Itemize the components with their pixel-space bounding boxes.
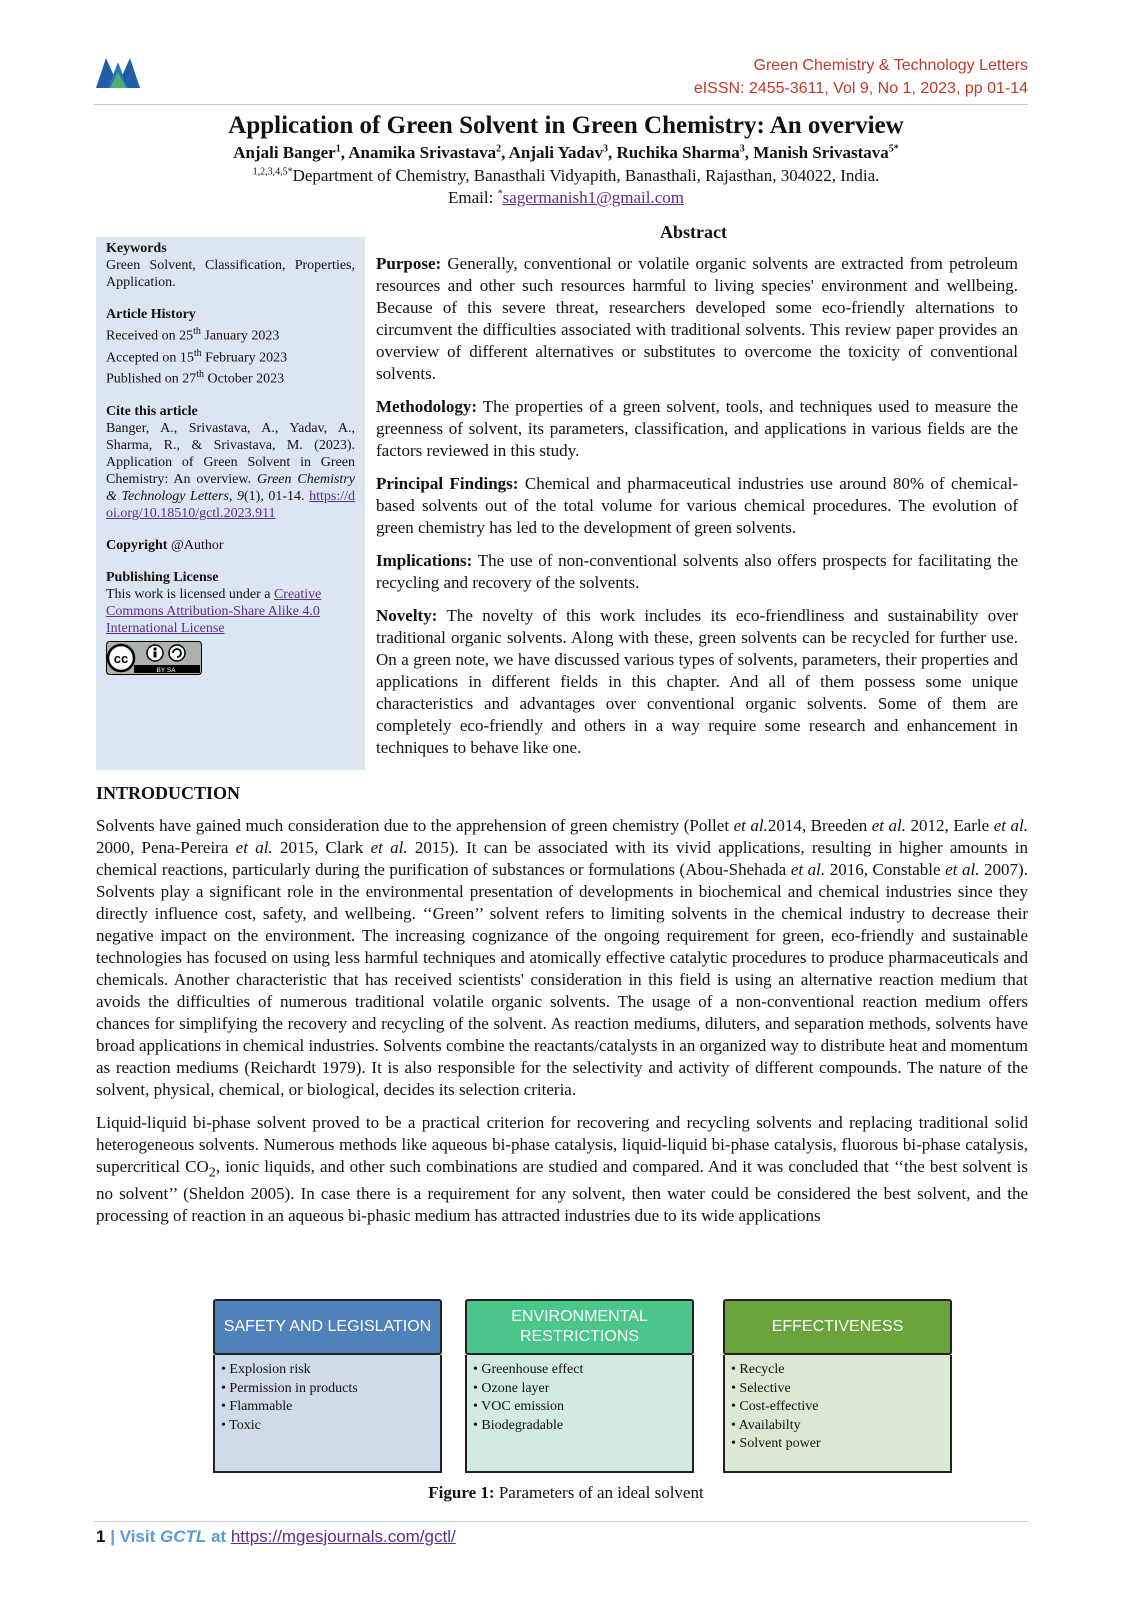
figure-ideal-solvent-parameters xyxy=(213,1299,959,1473)
abstract-methodology: Methodology: The properties of a green solvent, tools, and techniques used to measure the greenness of solvent, its parameters, classification, and applications in various fields are the factors reviewed in this study. xyxy=(376,397,1018,460)
journal-logo xyxy=(94,52,142,90)
abstract-body xyxy=(376,253,1018,770)
svg-text:cc: cc xyxy=(113,650,129,666)
journal-url-link[interactable]: https://mgesjournals.com/gctl/ xyxy=(230,1527,456,1546)
list-item: • Availabilty xyxy=(731,1417,944,1436)
cite-text: Banger, A., Srivastava, A., Yadav, A., Sharma, R., & Srivastava, M. (2023). Application of Green Solvent in Green Chemistry: An overview. Green Chemistry & Technology Letters, 9(1), 01-14. https://doi.org/10.18510/gctl.2023.911 xyxy=(106,420,356,521)
contact-email: Email: *sagermanish1@gmail.com xyxy=(448,188,684,207)
column-items xyxy=(213,1355,442,1473)
list-item: • Selective xyxy=(731,1380,944,1399)
figure-column-effectiveness xyxy=(723,1299,952,1473)
list-item: • Toxic xyxy=(221,1417,434,1436)
license-link[interactable]: Creative Commons Attribution-Share Alike 4.0 International License xyxy=(106,586,322,636)
published-date: Published on 27th October 2023 xyxy=(106,369,285,387)
doi-link[interactable]: https://doi.org/10.18510/gctl.2023.911 xyxy=(106,488,356,521)
svg-text:BY SA: BY SA xyxy=(156,666,176,674)
figure-column-safety xyxy=(213,1299,442,1473)
author: Anjali Yadav$^3$, xyxy=(508,143,617,162)
list-item: • Flammable xyxy=(221,1398,434,1417)
abstract-findings: Principal Findings: Chemical and pharmaceutical industries use around 80% of chemical-based solvents out of the total volume for various chemical procedures. The evolution of green chemistry has led to the development of green solvents. xyxy=(376,474,1019,537)
list-item: • Ozone layer xyxy=(473,1380,686,1399)
copyright-text: @Author xyxy=(167,537,224,553)
figure-column-environmental xyxy=(465,1299,694,1473)
list-item: • Permission in products xyxy=(221,1380,434,1399)
list-item: • Cost-effective xyxy=(731,1398,944,1417)
list-item: • Biodegradable xyxy=(473,1417,686,1436)
journal-issn: eISSN: 2455-3611, Vol 9, No 1, 2023, pp 01-14 xyxy=(693,80,1028,97)
cite-heading: Cite this article xyxy=(106,403,198,419)
article-history-block xyxy=(106,306,355,388)
cc-by-sa-badge[interactable] xyxy=(106,641,202,675)
abstract-implications: Implications: The use of non-conventional solvents also offers prospects for facilitating the recycling and recovery of the solvents. xyxy=(376,551,1018,592)
license-text: This work is licensed under a Creative Commons Attribution-Share Alike 4.0 International License xyxy=(106,586,322,636)
author: Ruchika Sharma$^3$, xyxy=(616,143,754,162)
list-item: • Explosion risk xyxy=(221,1361,434,1380)
column-title: ENVIRONMENTAL RESTRICTIONS xyxy=(465,1299,694,1355)
author: Anamika Srivastava$^2$, xyxy=(348,143,509,162)
license-heading: Publishing License xyxy=(106,569,219,585)
copyright-heading: Copyright xyxy=(106,537,168,553)
footer-divider xyxy=(94,1521,1028,1522)
list-item: • VOC emission xyxy=(473,1398,686,1417)
received-date: Received on 25th January 2023 xyxy=(106,326,280,344)
email-link[interactable]: sagermanish1@gmail.com xyxy=(502,188,684,207)
license-block xyxy=(106,569,355,675)
introduction-body xyxy=(96,815,1028,1238)
list-item: • Greenhouse effect xyxy=(473,1361,686,1380)
author-list xyxy=(0,143,1132,163)
header-divider xyxy=(94,104,1028,105)
intro-paragraph-2: Liquid-liquid bi-phase solvent proved to be a practical criterion for recovering and recycling solvents and replacing traditional solid heterogeneous solvents. Numerous methods like aqueous bi-phase catalysis, liquid-liquid bi-phase catalysis, fluorous bi-phase catalysis, supercritical $CO_2$, ionic liquids, and other such combinations are studied and compared. And it was concluded that ‘‘the best solvent is no solvent’’ (Sheldon 2005). In case there is a requirement for any solvent, then water could be considered the best solvent, and the processing of reaction in an aqueous bi-phasic medium has attracted industries due to its wide applications xyxy=(96,1113,1028,1226)
cite-block xyxy=(106,403,355,522)
introduction-heading: INTRODUCTION xyxy=(96,783,241,803)
list-item: • Recycle xyxy=(731,1361,944,1380)
article-info-sidebar xyxy=(96,237,365,770)
history-heading: Article History xyxy=(106,307,196,322)
keywords-heading: Keywords xyxy=(106,241,167,256)
figure-caption: Figure 1: Parameters of an ideal solvent xyxy=(428,1483,704,1502)
accepted-date: Accepted on 15th February 2023 xyxy=(106,347,288,366)
page-footer: 1 | Visit GCTL at https://mgesjournals.com/gctl/ xyxy=(96,1527,456,1546)
keywords-block xyxy=(106,240,355,291)
affiliation: $^{1,2,3,4,5*}$Department of Chemistry, Banasthali Vidyapith, Banasthali, Rajasthan, 304022, India. xyxy=(252,166,880,185)
author: Manish Srivastava$^{5*}$ xyxy=(753,143,899,162)
column-title: EFFECTIVENESS xyxy=(723,1299,952,1355)
intro-paragraph-1: Solvents have gained much consideration due to the apprehension of green chemistry (Pollet et al.2014, Breeden et al. 2012, Earle et al. 2000, Pena-Pereira et al. 2015, Clark et al. 2015). It can be associated with its vivid applications, resulting in higher amounts in chemical reactions, particularly during the purification of substances or formulations (Abou-Shehada et al. 2016, Constable et al. 2007). Solvents play a significant role in the environmental presentation of developments in biochemical and chemical industries since they directly influence cost, safety, and wellbeing. ‘‘Green’’ solvent refers to limiting solvents in the chemical industry to decrease their negative impact on the environment. The increasing cognizance of the ongoing requirement for green, eco-friendly and sustainable technologies has focused on using less harmful techniques and atomically effective catalytic procedures to produce pharmaceuticals and chemicals. Another characteristic that has received scientists' consideration in this field is using an alternative reaction medium that avoids the difficulties of numerous traditional volatile organic solvents. The usage of a non-conventional reaction medium offers chances for simplifying the recovery and recycling of the solvent. As reaction mediums, diluters, and separation methods, solvents have broad applications in chemical industries. Solvents combine the reactants/catalysts in an organized way to distribute heat and momentum as reaction mediums (Reichardt 1979). It is also responsible for the selectivity and activity of different compounds. The nature of the solvent, physical, chemical, or biological, decides its selection criteria. xyxy=(96,816,1028,1099)
abstract-purpose: Purpose: Generally, conventional or volatile organic solvents are extracted from petroleum resources and other such resources harmful to living species' environment and wellbeing. Because of this severe threat, researchers developed some eco-friendly alternations to circumvent the difficulties associated with traditional solvents. This review paper provides an overview of different alternatives or substitutes to overcome the toxicity of conventional solvents. xyxy=(376,254,1018,383)
copyright-block xyxy=(106,537,355,554)
page-number: 1 xyxy=(96,1527,106,1546)
keywords-text: Green Solvent, Classification, Properties, Application. xyxy=(106,258,355,290)
column-items xyxy=(465,1355,694,1473)
column-title: SAFETY AND LEGISLATION xyxy=(213,1299,442,1355)
paper-title: Application of Green Solvent in Green Chemistry: An overview xyxy=(228,112,904,139)
author: Anjali Banger$^1$, xyxy=(233,143,349,162)
abstract-heading: Abstract xyxy=(660,222,727,242)
column-items xyxy=(723,1355,952,1473)
abstract-novelty: Novelty: The novelty of this work includes its eco-friendliness and sustainability over traditional organic solvents. Along with these, green solvents can be recycled for further use. On a green note, we have discussed various types of solvents, parameters, their properties and applications in different fields in this chapter. And all of them possess some unique characteristics and advantages over conventional organic solvents. Some of them are completely eco-friendly and others in a way require some research and enhancement in techniques to behave like one. xyxy=(376,606,1018,757)
journal-name: Green Chemistry & Technology Letters xyxy=(753,57,1028,74)
list-item: • Solvent power xyxy=(731,1435,944,1454)
